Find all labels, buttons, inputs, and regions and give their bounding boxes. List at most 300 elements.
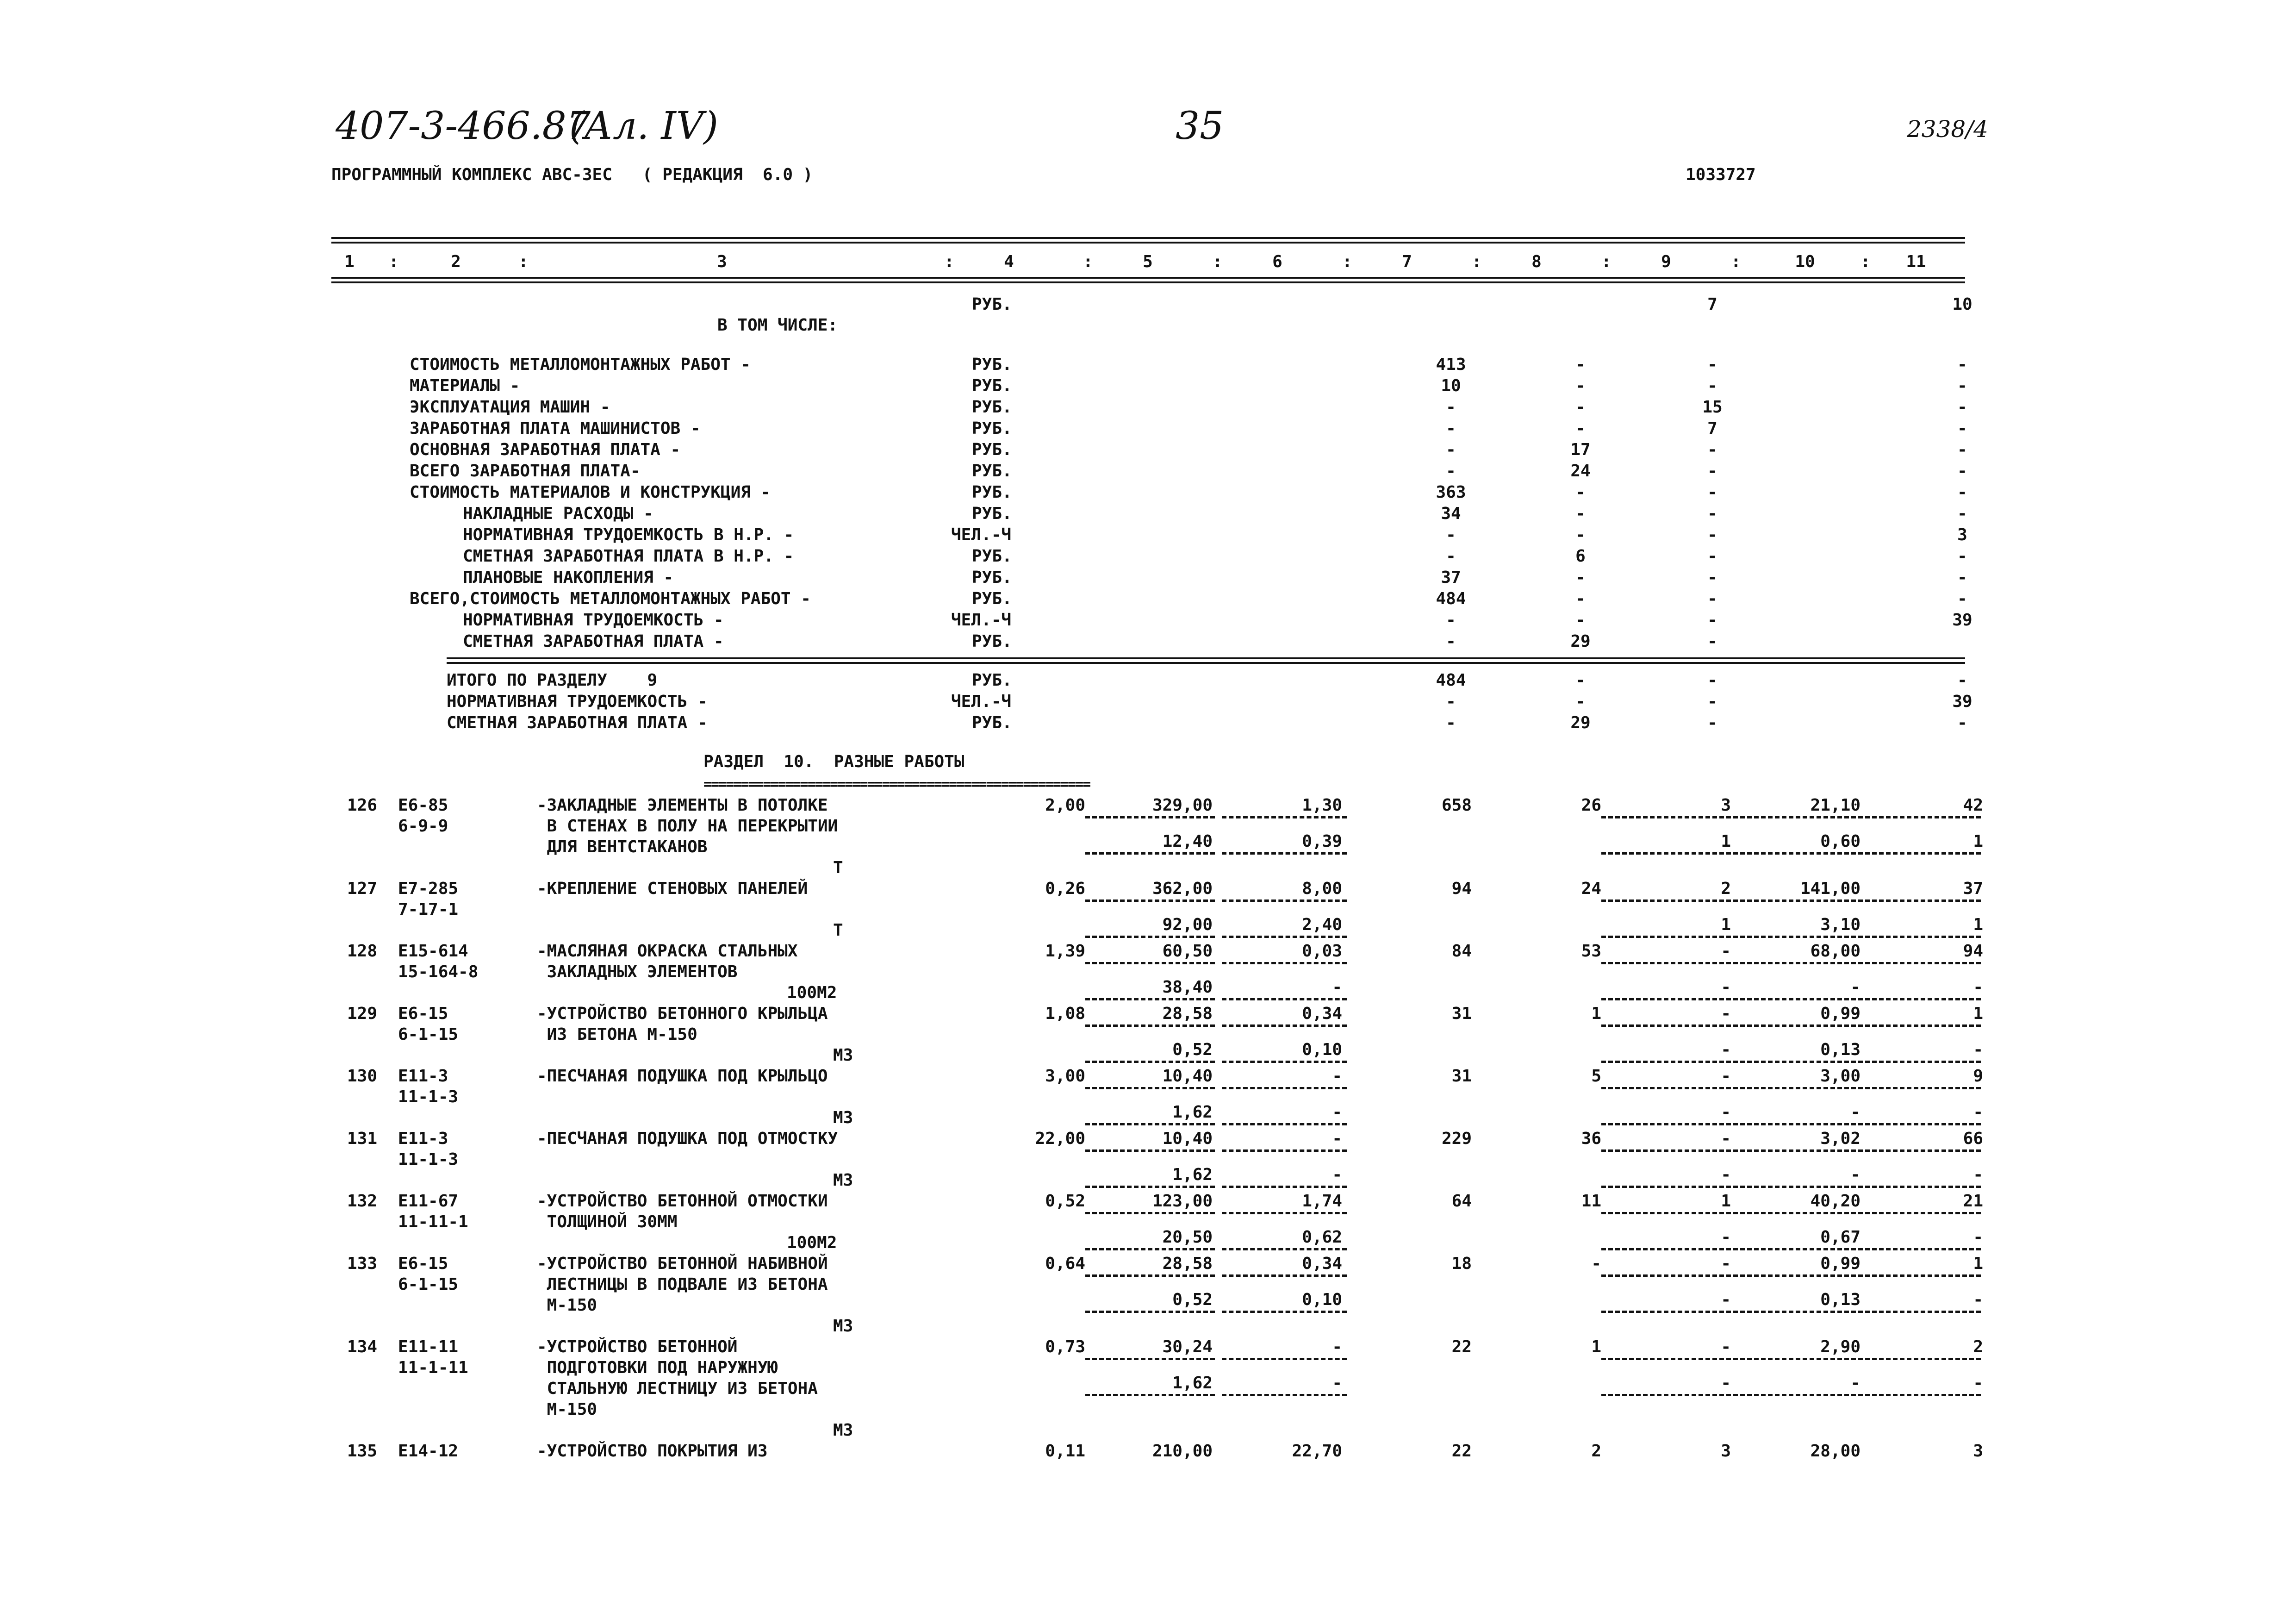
item-code: Е14-12 bbox=[398, 1442, 459, 1461]
value-cell-sub: 1 bbox=[1973, 832, 1983, 851]
dash-rule bbox=[1222, 1024, 1347, 1027]
column-separator: : bbox=[389, 252, 399, 271]
unit-cell: РУБ. bbox=[972, 398, 1012, 417]
value-cell: - bbox=[1707, 462, 1717, 481]
item-code-sub: 7-17-1 bbox=[398, 900, 459, 919]
value-cell: 1 bbox=[1591, 1004, 1601, 1023]
value-cell-sub: 0,52 bbox=[1172, 1290, 1213, 1309]
dash-rule bbox=[1085, 1123, 1215, 1125]
item-description: -УСТРОЙСТВО БЕТОННОЙ bbox=[537, 1337, 738, 1356]
item-number: 131 bbox=[347, 1129, 378, 1148]
value-cell: - bbox=[1707, 632, 1717, 651]
value-cell: 42 bbox=[1963, 796, 1983, 815]
unit-cell: ЧЕЛ.-Ч bbox=[951, 525, 1012, 544]
value-cell: - bbox=[1575, 611, 1586, 630]
column-separator: : bbox=[1472, 252, 1482, 271]
value-cell: - bbox=[1446, 419, 1456, 438]
item-code: Е7-285 bbox=[398, 879, 459, 898]
item-code: Е6-85 bbox=[398, 796, 448, 815]
unit-cell: РУБ. bbox=[972, 462, 1012, 481]
value-cell-sub: - bbox=[1721, 978, 1731, 997]
value-cell: 11 bbox=[1581, 1192, 1601, 1211]
value-cell: 39 bbox=[1952, 611, 1972, 630]
value-cell: 1,74 bbox=[1302, 1192, 1342, 1211]
item-code: Е6-15 bbox=[398, 1254, 448, 1273]
value-cell-sub: 0,10 bbox=[1302, 1290, 1342, 1309]
item-code: Е6-15 bbox=[398, 1004, 448, 1023]
item-unit: М3 bbox=[833, 1046, 853, 1065]
value-cell: 1,30 bbox=[1302, 796, 1342, 815]
value-cell: - bbox=[1446, 398, 1456, 417]
value-cell: 2 bbox=[1973, 1337, 1983, 1356]
value-cell: - bbox=[1707, 671, 1717, 690]
value-cell: 94 bbox=[1963, 942, 1983, 961]
value-cell: 22 bbox=[1451, 1442, 1472, 1461]
doc-code: 1033727 bbox=[1686, 165, 1756, 184]
value-cell-sub: 0,10 bbox=[1302, 1040, 1342, 1059]
dash-rule bbox=[1085, 1394, 1215, 1396]
value-cell-sub: - bbox=[1721, 1040, 1731, 1059]
column-separator: : bbox=[1213, 252, 1223, 271]
value-cell: - bbox=[1332, 1337, 1342, 1356]
value-cell: - bbox=[1332, 1129, 1342, 1148]
column-header-5: 5 bbox=[1143, 252, 1153, 271]
item-description: -УСТРОЙСТВО ПОКРЫТИЯ ИЗ bbox=[537, 1442, 768, 1461]
value-cell: - bbox=[1446, 713, 1456, 732]
value-cell: - bbox=[1575, 376, 1586, 395]
value-cell-sub: - bbox=[1973, 1374, 1983, 1393]
value-cell: - bbox=[1575, 525, 1586, 544]
value-cell: 28,58 bbox=[1162, 1004, 1213, 1023]
total-label: ИТОГО ПО РАЗДЕЛУ 9 bbox=[447, 671, 658, 690]
dash-rule bbox=[1085, 816, 1215, 818]
value-cell: 658 bbox=[1441, 796, 1472, 815]
value-cell: 363 bbox=[1436, 483, 1466, 502]
dash-rule bbox=[1222, 1123, 1347, 1125]
value-cell: 6 bbox=[1575, 547, 1586, 566]
dash-rule bbox=[1222, 1311, 1347, 1313]
value-cell: 29 bbox=[1570, 632, 1591, 651]
dash-rule bbox=[1601, 1274, 1981, 1277]
value-cell-sub: - bbox=[1973, 1165, 1983, 1184]
value-cell-sub: - bbox=[1721, 1103, 1731, 1122]
value-cell: 10 bbox=[1441, 376, 1461, 395]
item-description: СТАЛЬНУЮ ЛЕСТНИЦУ ИЗ БЕТОНА bbox=[537, 1379, 818, 1398]
value-cell-sub: 20,50 bbox=[1162, 1228, 1213, 1247]
column-header-3: 3 bbox=[717, 252, 727, 271]
dash-rule bbox=[1085, 1311, 1215, 1313]
item-code: Е11-67 bbox=[398, 1192, 459, 1211]
value-cell: - bbox=[1957, 713, 1967, 732]
value-cell: - bbox=[1707, 611, 1717, 630]
value-cell: - bbox=[1575, 419, 1586, 438]
value-cell: 21,10 bbox=[1810, 796, 1860, 815]
dash-rule bbox=[1601, 1149, 1981, 1152]
item-description: М-150 bbox=[537, 1400, 597, 1419]
unit-cell: РУБ. bbox=[972, 568, 1012, 587]
value-cell: 484 bbox=[1436, 589, 1466, 608]
value-cell: - bbox=[1957, 398, 1967, 417]
value-cell: - bbox=[1721, 1129, 1731, 1148]
item-code-sub: 11-1-11 bbox=[398, 1358, 468, 1377]
value-cell-sub: 3,10 bbox=[1820, 915, 1860, 934]
item-description: -ЗАКЛАДНЫЕ ЭЛЕМЕНТЫ В ПОТОЛКЕ bbox=[537, 796, 828, 815]
summary-label: ОСНОВНАЯ ЗАРАБОТНАЯ ПЛАТА - bbox=[410, 440, 681, 459]
value-cell: - bbox=[1707, 568, 1717, 587]
value-cell: 2 bbox=[1591, 1442, 1601, 1461]
dash-rule bbox=[1085, 1061, 1215, 1063]
item-description: -УСТРОЙСТВО БЕТОННОГО КРЫЛЬЦА bbox=[537, 1004, 828, 1023]
value-cell: - bbox=[1707, 692, 1717, 711]
value-cell: - bbox=[1721, 1254, 1731, 1273]
value-cell-sub: - bbox=[1973, 1290, 1983, 1309]
item-code-sub: 15-164-8 bbox=[398, 962, 479, 981]
item-unit: 100М2 bbox=[787, 1233, 837, 1252]
value-cell-sub: - bbox=[1973, 1040, 1983, 1059]
summary-label: НАКЛАДНЫЕ РАСХОДЫ - bbox=[463, 504, 653, 523]
including-label: В ТОМ ЧИСЛЕ: bbox=[717, 316, 838, 335]
item-description: -ПЕСЧАНАЯ ПОДУШКА ПОД КРЫЛЬЦО bbox=[537, 1067, 828, 1086]
item-description: -УСТРОЙСТВО БЕТОННОЙ ОТМОСТКИ bbox=[537, 1192, 828, 1211]
value-cell-sub: - bbox=[1850, 1165, 1860, 1184]
value-cell: 10 bbox=[1952, 295, 1972, 314]
item-unit: М3 bbox=[833, 1108, 853, 1127]
unit-cell: ЧЕЛ.-Ч bbox=[951, 611, 1012, 630]
value-cell-sub: - bbox=[1973, 978, 1983, 997]
value-cell-sub: 1 bbox=[1973, 915, 1983, 934]
column-header-10: 10 bbox=[1795, 252, 1815, 271]
value-cell-sub: - bbox=[1721, 1228, 1731, 1247]
item-number: 133 bbox=[347, 1254, 378, 1273]
summary-label: СМЕТНАЯ ЗАРАБОТНАЯ ПЛАТА В Н.Р. - bbox=[463, 547, 794, 566]
total-label: СМЕТНАЯ ЗАРАБОТНАЯ ПЛАТА - bbox=[447, 713, 708, 732]
value-cell: - bbox=[1575, 398, 1586, 417]
value-cell: - bbox=[1957, 671, 1967, 690]
value-cell-sub: - bbox=[1973, 1103, 1983, 1122]
dash-rule bbox=[1601, 1358, 1981, 1360]
value-cell: 15 bbox=[1702, 398, 1723, 417]
dash-rule bbox=[1601, 1186, 1981, 1188]
dash-rule bbox=[1085, 962, 1215, 964]
dash-rule bbox=[1222, 1394, 1347, 1396]
value-cell: 3 bbox=[1721, 796, 1731, 815]
value-cell: - bbox=[1707, 483, 1717, 502]
unit-cell: ЧЕЛ.-Ч bbox=[951, 692, 1012, 711]
summary-label: МАТЕРИАЛЫ - bbox=[410, 376, 520, 395]
doc-number: 407-3-466.87 bbox=[336, 104, 591, 148]
item-description: -УСТРОЙСТВО БЕТОННОЙ НАБИВНОЙ bbox=[537, 1254, 828, 1273]
dash-rule bbox=[1222, 1248, 1347, 1250]
value-cell-sub: - bbox=[1332, 978, 1342, 997]
value-cell: - bbox=[1957, 568, 1967, 587]
summary-label: НОРМАТИВНАЯ ТРУДОЕМКОСТЬ В Н.Р. - bbox=[463, 525, 794, 544]
value-cell: 1 bbox=[1973, 1004, 1983, 1023]
dash-rule bbox=[1085, 936, 1215, 938]
value-cell-sub: 0,52 bbox=[1172, 1040, 1213, 1059]
value-cell: - bbox=[1575, 355, 1586, 374]
item-code: Е11-3 bbox=[398, 1067, 448, 1086]
value-cell: 3 bbox=[1973, 1442, 1983, 1461]
value-cell: - bbox=[1707, 547, 1717, 566]
value-cell: - bbox=[1575, 504, 1586, 523]
value-cell: 1 bbox=[1973, 1254, 1983, 1273]
value-cell: 60,50 bbox=[1162, 942, 1213, 961]
value-cell: 10,40 bbox=[1162, 1067, 1213, 1086]
value-cell-sub: 1,62 bbox=[1172, 1165, 1213, 1184]
value-cell: - bbox=[1707, 376, 1717, 395]
section-underline: ==================================================== bbox=[703, 776, 1090, 793]
value-cell-sub: 0,13 bbox=[1820, 1290, 1860, 1309]
value-cell: 64 bbox=[1451, 1192, 1472, 1211]
dash-rule bbox=[1601, 899, 1981, 902]
value-cell: 36 bbox=[1581, 1129, 1601, 1148]
value-cell: 0,52 bbox=[1045, 1192, 1085, 1211]
value-cell-sub: - bbox=[1721, 1290, 1731, 1309]
unit-cell: РУБ. bbox=[972, 295, 1012, 314]
summary-label: ПЛАНОВЫЕ НАКОПЛЕНИЯ - bbox=[463, 568, 674, 587]
summary-label: СТОИМОСТЬ МЕТАЛЛОМОНТАЖНЫХ РАБОТ - bbox=[410, 355, 751, 374]
album-number: (Ал. IV) bbox=[569, 104, 719, 148]
value-cell: - bbox=[1446, 440, 1456, 459]
item-number: 132 bbox=[347, 1192, 378, 1211]
value-cell: 66 bbox=[1963, 1129, 1983, 1148]
value-cell: 229 bbox=[1441, 1129, 1472, 1148]
value-cell-sub: 1 bbox=[1721, 915, 1731, 934]
value-cell-sub: - bbox=[1721, 1374, 1731, 1393]
item-code-sub: 11-1-3 bbox=[398, 1087, 459, 1106]
item-description: ПОДГОТОВКИ ПОД НАРУЖНУЮ bbox=[537, 1358, 778, 1377]
value-cell: 68,00 bbox=[1810, 942, 1860, 961]
value-cell: - bbox=[1446, 692, 1456, 711]
value-cell: - bbox=[1957, 376, 1967, 395]
value-cell-sub: - bbox=[1850, 1374, 1860, 1393]
unit-cell: РУБ. bbox=[972, 504, 1012, 523]
value-cell: 3 bbox=[1721, 1442, 1731, 1461]
dash-rule bbox=[1222, 1087, 1347, 1089]
dash-rule bbox=[1222, 1358, 1347, 1360]
value-cell: 0,26 bbox=[1045, 879, 1085, 898]
column-header-1: 1 bbox=[344, 252, 355, 271]
value-cell: - bbox=[1957, 462, 1967, 481]
value-cell-sub: - bbox=[1973, 1228, 1983, 1247]
unit-cell: РУБ. bbox=[972, 419, 1012, 438]
value-cell: - bbox=[1707, 355, 1717, 374]
dash-rule bbox=[1085, 1358, 1215, 1360]
value-cell: 413 bbox=[1436, 355, 1466, 374]
value-cell: - bbox=[1721, 1067, 1731, 1086]
item-description: -КРЕПЛЕНИЕ СТЕНОВЫХ ПАНЕЛЕЙ bbox=[537, 879, 808, 898]
item-unit: М3 bbox=[833, 1421, 853, 1440]
dash-rule bbox=[1601, 1123, 1981, 1125]
value-cell: 21 bbox=[1963, 1192, 1983, 1211]
item-unit: Т bbox=[833, 858, 843, 877]
value-cell: 0,73 bbox=[1045, 1337, 1085, 1356]
value-cell: 53 bbox=[1581, 942, 1601, 961]
item-description: ИЗ БЕТОНА М-150 bbox=[537, 1025, 697, 1044]
value-cell: 28,00 bbox=[1810, 1442, 1860, 1461]
value-cell: 329,00 bbox=[1152, 796, 1213, 815]
dash-rule bbox=[1601, 816, 1981, 818]
value-cell-sub: 0,13 bbox=[1820, 1040, 1860, 1059]
value-cell: - bbox=[1957, 355, 1967, 374]
value-cell: 10,40 bbox=[1162, 1129, 1213, 1148]
value-cell: 141,00 bbox=[1800, 879, 1860, 898]
summary-label: ВСЕГО ЗАРАБОТНАЯ ПЛАТА- bbox=[410, 462, 641, 481]
dash-rule bbox=[1601, 1248, 1981, 1250]
item-description: -МАСЛЯНАЯ ОКРАСКА СТАЛЬНЫХ bbox=[537, 942, 798, 961]
value-cell: 24 bbox=[1570, 462, 1591, 481]
dash-rule bbox=[1085, 1212, 1215, 1214]
value-cell: 2 bbox=[1721, 879, 1731, 898]
value-cell: 37 bbox=[1441, 568, 1461, 587]
unit-cell: РУБ. bbox=[972, 440, 1012, 459]
value-cell: 34 bbox=[1441, 504, 1461, 523]
value-cell: - bbox=[1707, 504, 1717, 523]
item-unit: М3 bbox=[833, 1317, 853, 1336]
item-description: ЛЕСТНИЦЫ В ПОДВАЛЕ ИЗ БЕТОНА bbox=[537, 1275, 828, 1294]
item-code-sub: 6-9-9 bbox=[398, 817, 448, 836]
dash-rule bbox=[1601, 852, 1981, 855]
summary-label: СТОИМОСТЬ МАТЕРИАЛОВ И КОНСТРУКЦИЯ - bbox=[410, 483, 771, 502]
value-cell: 210,00 bbox=[1152, 1442, 1213, 1461]
item-number: 130 bbox=[347, 1067, 378, 1086]
item-number: 126 bbox=[347, 796, 378, 815]
value-cell: - bbox=[1707, 589, 1717, 608]
value-cell: - bbox=[1446, 632, 1456, 651]
column-separator: : bbox=[518, 252, 529, 271]
dash-rule bbox=[1085, 1024, 1215, 1027]
value-cell: 7 bbox=[1707, 295, 1717, 314]
value-cell-sub: - bbox=[1850, 978, 1860, 997]
summary-label: ЗАРАБОТНАЯ ПЛАТА МАШИНИСТОВ - bbox=[410, 419, 701, 438]
item-description: ДЛЯ ВЕНТСТАКАНОВ bbox=[537, 837, 708, 856]
item-number: 127 bbox=[347, 879, 378, 898]
item-number: 135 bbox=[347, 1442, 378, 1461]
item-code-sub: 6-1-15 bbox=[398, 1025, 459, 1044]
unit-cell: РУБ. bbox=[972, 713, 1012, 732]
dash-rule bbox=[1601, 1394, 1981, 1396]
value-cell: 9 bbox=[1973, 1067, 1983, 1086]
value-cell: 29 bbox=[1570, 713, 1591, 732]
total-rule bbox=[447, 657, 1965, 664]
value-cell: 2,90 bbox=[1820, 1337, 1860, 1356]
value-cell: 22 bbox=[1451, 1337, 1472, 1356]
column-header-11: 11 bbox=[1906, 252, 1926, 271]
value-cell: 24 bbox=[1581, 879, 1601, 898]
section-title: РАЗДЕЛ 10. РАЗНЫЕ РАБОТЫ bbox=[703, 752, 964, 771]
dash-rule bbox=[1085, 899, 1215, 902]
column-separator: : bbox=[1731, 252, 1741, 271]
value-cell: 8,00 bbox=[1302, 879, 1342, 898]
value-cell: 3,02 bbox=[1820, 1129, 1860, 1148]
summary-label: ВСЕГО,СТОИМОСТЬ МЕТАЛЛОМОНТАЖНЫХ РАБОТ - bbox=[410, 589, 811, 608]
value-cell-sub: - bbox=[1332, 1103, 1342, 1122]
value-cell: 3,00 bbox=[1820, 1067, 1860, 1086]
item-code: Е11-11 bbox=[398, 1337, 459, 1356]
value-cell-sub: 0,62 bbox=[1302, 1228, 1342, 1247]
value-cell: 94 bbox=[1451, 879, 1472, 898]
dash-rule bbox=[1222, 1212, 1347, 1214]
value-cell: 2,00 bbox=[1045, 796, 1085, 815]
value-cell: - bbox=[1446, 611, 1456, 630]
value-cell: - bbox=[1446, 547, 1456, 566]
value-cell-sub: 12,40 bbox=[1162, 832, 1213, 851]
value-cell: - bbox=[1721, 1004, 1731, 1023]
sheet-ref: 2338/4 bbox=[1907, 116, 1988, 143]
item-unit: Т bbox=[833, 921, 843, 940]
value-cell: 1,39 bbox=[1045, 942, 1085, 961]
value-cell: 484 bbox=[1436, 671, 1466, 690]
value-cell: 5 bbox=[1591, 1067, 1601, 1086]
value-cell: 0,99 bbox=[1820, 1004, 1860, 1023]
value-cell: 362,00 bbox=[1152, 879, 1213, 898]
value-cell: 31 bbox=[1451, 1067, 1472, 1086]
unit-cell: РУБ. bbox=[972, 483, 1012, 502]
dash-rule bbox=[1222, 852, 1347, 855]
dash-rule bbox=[1222, 998, 1347, 1000]
item-description: ЗАКЛАДНЫХ ЭЛЕМЕНТОВ bbox=[537, 962, 738, 981]
value-cell: 22,70 bbox=[1292, 1442, 1342, 1461]
dash-rule bbox=[1601, 1311, 1981, 1313]
item-description: -ПЕСЧАНАЯ ПОДУШКА ПОД ОТМОСТКУ bbox=[537, 1129, 838, 1148]
dash-rule bbox=[1601, 1087, 1981, 1089]
value-cell-sub: 1,62 bbox=[1172, 1374, 1213, 1393]
value-cell: 26 bbox=[1581, 796, 1601, 815]
value-cell: - bbox=[1721, 942, 1731, 961]
value-cell: - bbox=[1957, 419, 1967, 438]
value-cell-sub: - bbox=[1332, 1374, 1342, 1393]
value-cell: 1 bbox=[1591, 1337, 1601, 1356]
dash-rule bbox=[1601, 998, 1981, 1000]
value-cell-sub: 0,67 bbox=[1820, 1228, 1860, 1247]
dash-rule bbox=[1222, 1186, 1347, 1188]
unit-cell: РУБ. bbox=[972, 355, 1012, 374]
program-line: ПРОГРАММНЫЙ КОМПЛЕКС АВС-3ЕС ( РЕДАКЦИЯ 6.0 ) bbox=[331, 165, 813, 184]
value-cell: 0,34 bbox=[1302, 1004, 1342, 1023]
value-cell: - bbox=[1446, 525, 1456, 544]
value-cell: - bbox=[1957, 504, 1967, 523]
value-cell: 0,99 bbox=[1820, 1254, 1860, 1273]
value-cell-sub: - bbox=[1332, 1165, 1342, 1184]
value-cell: 22,00 bbox=[1035, 1129, 1085, 1148]
value-cell: - bbox=[1957, 589, 1967, 608]
column-separator: : bbox=[1860, 252, 1871, 271]
dash-rule bbox=[1601, 1024, 1981, 1027]
value-cell-sub: 1 bbox=[1721, 832, 1731, 851]
dash-rule bbox=[1222, 1149, 1347, 1152]
value-cell: - bbox=[1591, 1254, 1601, 1273]
value-cell-sub: 92,00 bbox=[1162, 915, 1213, 934]
column-separator: : bbox=[1342, 252, 1352, 271]
item-code-sub: 11-1-3 bbox=[398, 1150, 459, 1169]
value-cell: - bbox=[1446, 462, 1456, 481]
header-rule-top bbox=[331, 237, 1965, 244]
value-cell: 0,11 bbox=[1045, 1442, 1085, 1461]
value-cell-sub: 2,40 bbox=[1302, 915, 1342, 934]
value-cell: - bbox=[1707, 525, 1717, 544]
dash-rule bbox=[1601, 962, 1981, 964]
unit-cell: РУБ. bbox=[972, 589, 1012, 608]
item-code-sub: 6-1-15 bbox=[398, 1275, 459, 1294]
dash-rule bbox=[1222, 816, 1347, 818]
unit-cell: РУБ. bbox=[972, 376, 1012, 395]
dash-rule bbox=[1222, 1274, 1347, 1277]
value-cell: 39 bbox=[1952, 692, 1972, 711]
value-cell: 0,34 bbox=[1302, 1254, 1342, 1273]
value-cell-sub: 1,62 bbox=[1172, 1103, 1213, 1122]
unit-cell: РУБ. bbox=[972, 547, 1012, 566]
value-cell: 40,20 bbox=[1810, 1192, 1860, 1211]
